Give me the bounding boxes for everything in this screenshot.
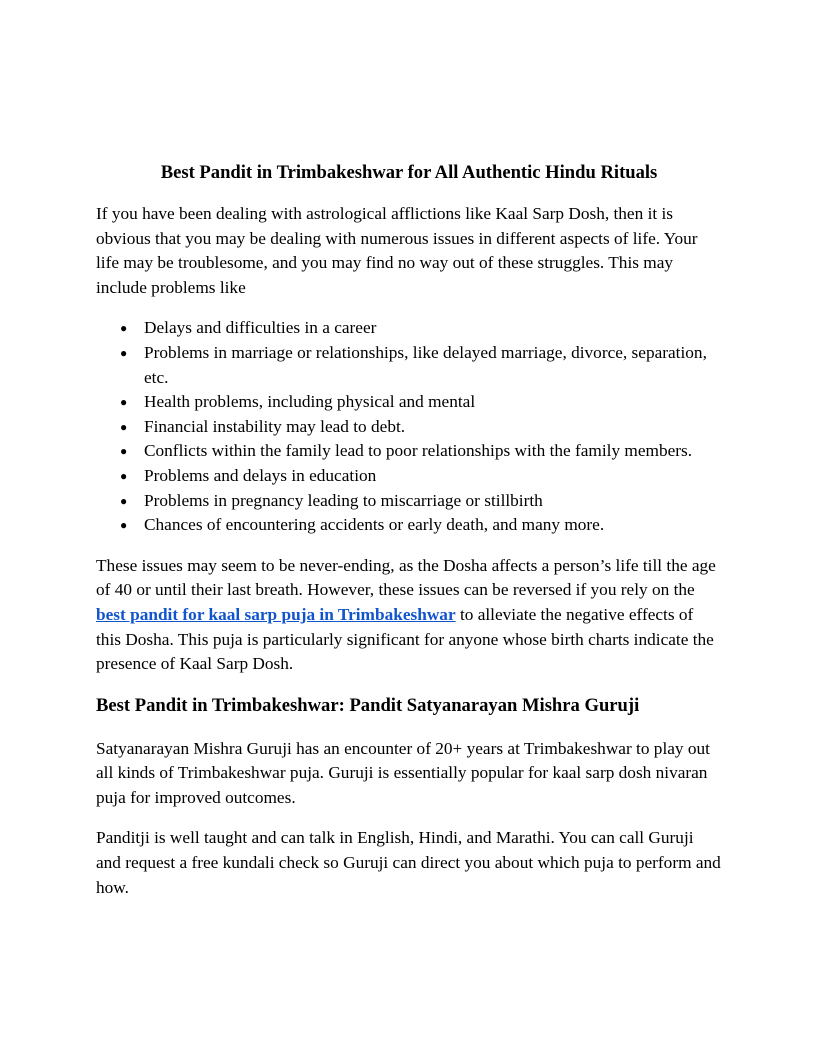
list-item	[120, 513, 722, 538]
list-item	[120, 341, 722, 390]
list-item	[120, 439, 722, 464]
list-item-text: Problems in pregnancy leading to miscarriage or stillbirth	[144, 490, 543, 510]
list-item-text: Health problems, including physical and mental	[144, 392, 476, 412]
kaal-sarp-puja-link[interactable]: best pandit for kaal sarp puja in Trimbakeshwar	[96, 604, 456, 624]
list-item-text: Conflicts within the family lead to poor relationships with the family members.	[144, 441, 693, 461]
reversal-text-after: to alleviate the negative effects of this Dosha. This puja is particularly significant for anyone whose birth charts indicate the presence of Kaal Sarp Dosh.	[96, 604, 714, 674]
list-item-text: Delays and difficulties in a career	[144, 318, 377, 338]
list-item-text: Problems and delays in education	[144, 465, 377, 485]
document-title: Best Pandit in Trimbakeshwar for All Authentic Hindu Rituals	[160, 162, 658, 183]
section-heading: Best Pandit in Trimbakeshwar: Pandit Satyanarayan Mishra Guruji	[96, 694, 640, 716]
bullet-icon: ●	[120, 395, 128, 410]
bullet-icon: ●	[120, 468, 128, 483]
experience-paragraph: Satyanarayan Mishra Guruji has an encounter of 20+ years at Trimbakeshwar to play out all kinds of Trimbakeshwar puja. Guruji is essentially popular for kaal sarp dosh nivaran puja for improved outcomes.	[96, 738, 710, 807]
bullet-icon: ●	[120, 321, 128, 336]
list-item-text: Chances of encountering accidents or early death, and many more.	[144, 515, 605, 535]
list-item	[120, 464, 722, 489]
bullet-icon: ●	[120, 345, 128, 360]
document-page	[96, 160, 722, 916]
bullet-icon: ●	[120, 493, 128, 508]
bullet-icon: ●	[120, 419, 128, 434]
list-item	[120, 390, 722, 415]
reversal-text-before: These issues may seem to be never-ending, as the Dosha affects a person’s life till the age of 40 or until their last breath. However, these issues can be reversed if you rely on the	[96, 555, 716, 600]
intro-paragraph: If you have been dealing with astrological afflictions like Kaal Sarp Dosh, then it is obvious that you may be dealing with numerous issues in different aspects of life. Your life may be troublesome, and you may find no way out of these struggles. This may include problems like	[96, 204, 698, 297]
list-item	[120, 415, 722, 440]
languages-paragraph: Panditji is well taught and can talk in English, Hindi, and Marathi. You can call Guruji and request a free kundali check so Guruji can direct you about which puja to perform and how.	[96, 828, 721, 897]
list-item	[120, 489, 722, 514]
list-item-text: Financial instability may lead to debt.	[144, 416, 406, 436]
problems-list	[96, 316, 722, 537]
list-item	[120, 316, 722, 341]
bullet-icon: ●	[120, 518, 128, 533]
list-item-text: Problems in marriage or relationships, like delayed marriage, divorce, separation, etc.	[144, 342, 707, 387]
reversal-paragraph	[96, 554, 722, 677]
bullet-icon: ●	[120, 444, 128, 459]
